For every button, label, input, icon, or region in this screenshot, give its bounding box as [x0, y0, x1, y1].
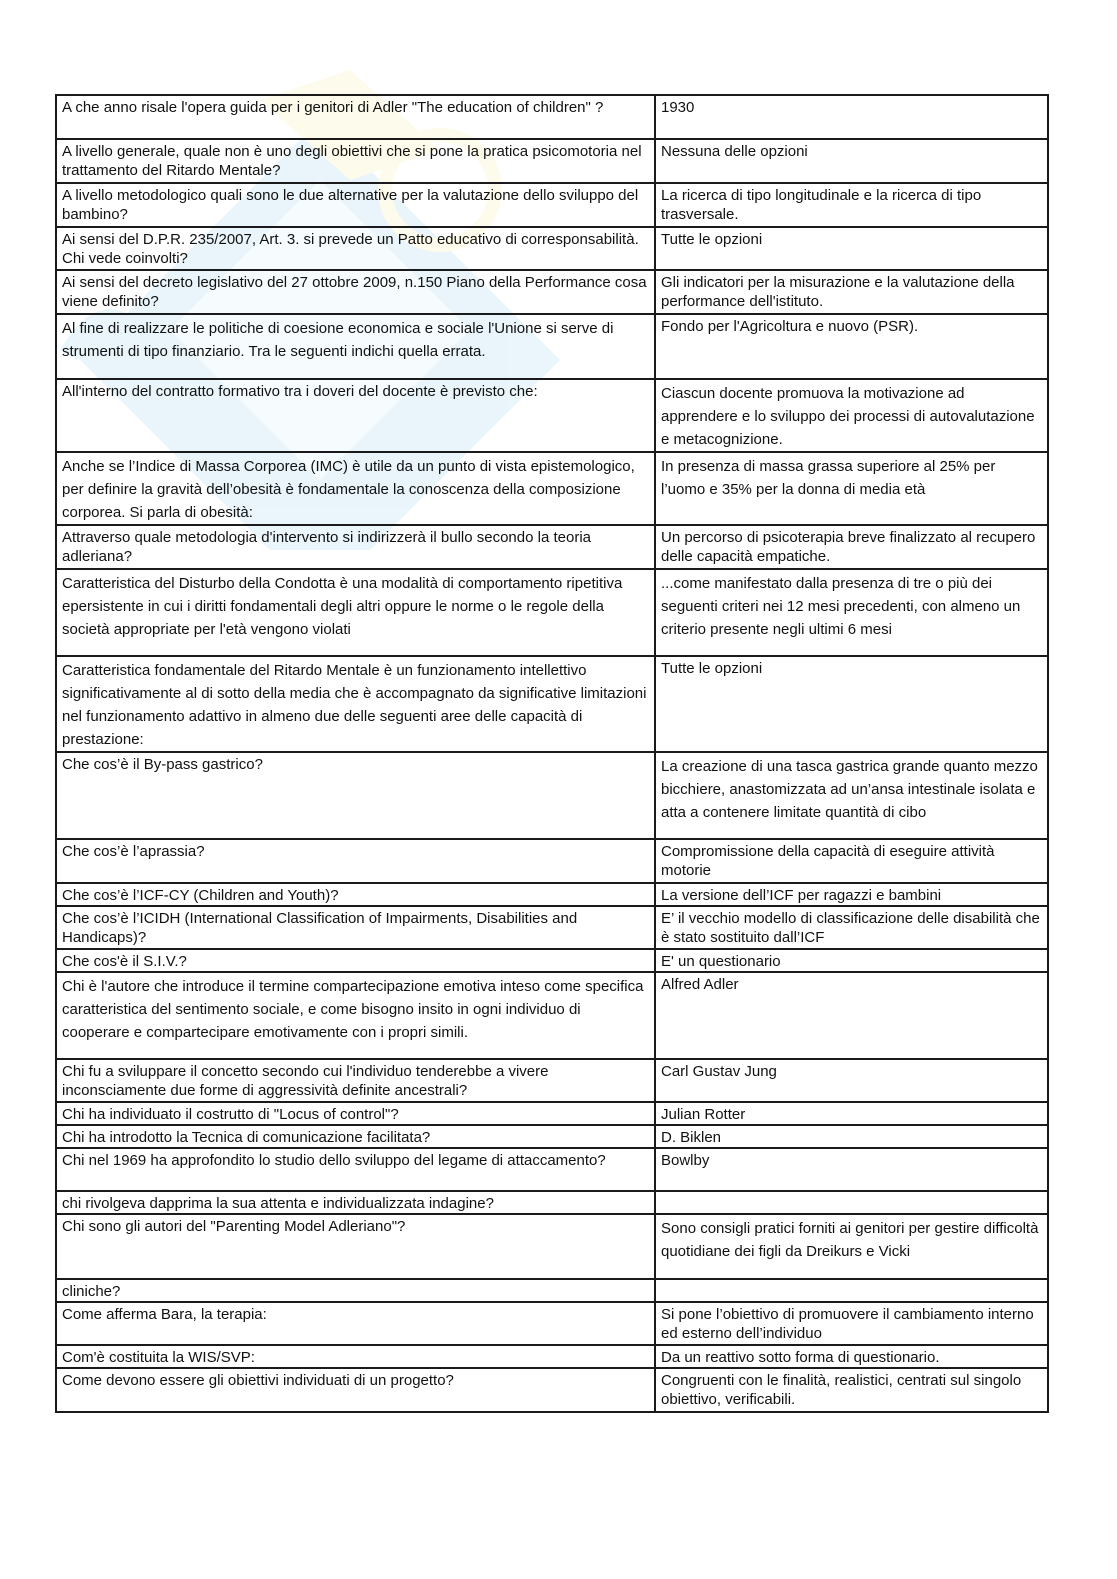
qa-table [55, 94, 1049, 1413]
table-row [56, 569, 1048, 656]
question-cell: Ai sensi del D.P.R. 235/2007, Art. 3. si prevede un Patto educativo di corresponsabilità. Chi vede coinvolti? [56, 227, 655, 270]
answer-cell: Congruenti con le finalità, realistici, centrati sul singolo obiettivo, verificabili. [655, 1368, 1048, 1412]
answer-cell: Compromissione della capacità di eseguire attività motorie [655, 839, 1048, 883]
question-cell: A livello metodologico quali sono le due alternative per la valutazione dello sviluppo del bambino? [56, 183, 655, 227]
answer-cell: Da un reattivo sotto forma di questionario. [655, 1345, 1048, 1368]
answer-cell: La ricerca di tipo longitudinale e la ricerca di tipo trasversale. [655, 183, 1048, 227]
table-row [56, 183, 1048, 227]
question-cell: Che cos’è il By-pass gastrico? [56, 752, 655, 839]
question-cell: Com'è costituita la WIS/SVP: [56, 1345, 655, 1368]
question-cell: Come devono essere gli obiettivi individuati di un progetto? [56, 1368, 655, 1412]
question-cell: Caratteristica fondamentale del Ritardo Mentale è un funzionamento intellettivo significativamente al di sotto della media che è accompagnato da significative limitazioni nel funzionamento adattivo in almeno due delle seguenti aree delle capacità di prestazione: [56, 656, 655, 752]
answer-cell [655, 1279, 1048, 1302]
question-cell: Chi ha introdotto la Tecnica di comunicazione facilitata? [56, 1125, 655, 1148]
question-cell: A livello generale, quale non è uno degli obiettivi che si pone la pratica psicomotoria nel trattamento del Ritardo Mentale? [56, 139, 655, 183]
answer-cell: Alfred Adler [655, 972, 1048, 1059]
question-cell: A che anno risale l'opera guida per i genitori di Adler "The education of children" ? [56, 95, 655, 139]
table-row [56, 1279, 1048, 1302]
question-cell: Che cos’è l’ICF-CY (Children and Youth)? [56, 883, 655, 906]
table-row [56, 1368, 1048, 1412]
answer-cell: D. Biklen [655, 1125, 1048, 1148]
answer-cell: ...come manifestato dalla presenza di tre o più dei seguenti criteri nei 12 mesi precedenti, con almeno un criterio presente negli ultimi 6 mesi [655, 569, 1048, 656]
table-row [56, 1191, 1048, 1214]
table-row [56, 1148, 1048, 1191]
table-row [56, 1302, 1048, 1345]
table-row [56, 270, 1048, 314]
answer-cell: Tutte le opzioni [655, 656, 1048, 752]
question-cell: Chi ha individuato il costrutto di "Locus of control"? [56, 1102, 655, 1125]
answer-cell: E' un questionario [655, 949, 1048, 972]
answer-cell: In presenza di massa grassa superiore al 25% per l’uomo e 35% per la donna di media età [655, 452, 1048, 525]
question-cell: Al fine di realizzare le politiche di coesione economica e sociale l'Unione si serve di strumenti di tipo finanziario. Tra le seguenti indichi quella errata. [56, 314, 655, 379]
table-row [56, 525, 1048, 569]
question-cell: Chi fu a sviluppare il concetto secondo cui l'individuo tenderebbe a vivere inconsciamente due forme di aggressività definite ancestrali? [56, 1059, 655, 1102]
question-cell: Chi è l'autore che introduce il termine compartecipazione emotiva inteso come specifica caratteristica del sentimento sociale, e come bisogno insito in ogni individuo di cooperare e compartecipare emotivamente con i propri simili. [56, 972, 655, 1059]
question-cell: Chi nel 1969 ha approfondito lo studio dello sviluppo del legame di attaccamento? [56, 1148, 655, 1191]
table-row [56, 1059, 1048, 1102]
table-row [56, 1125, 1048, 1148]
question-cell: Attraverso quale metodologia d'intervento si indirizzerà il bullo secondo la teoria adleriana? [56, 525, 655, 569]
table-row [56, 227, 1048, 270]
table-row [56, 379, 1048, 452]
answer-cell: E’ il vecchio modello di classificazione delle disabilità che è stato sostituito dall’ICF [655, 906, 1048, 949]
answer-cell: Julian Rotter [655, 1102, 1048, 1125]
table-row [56, 752, 1048, 839]
table-row [56, 906, 1048, 949]
question-cell: Che cos’è l’aprassia? [56, 839, 655, 883]
answer-cell: Nessuna delle opzioni [655, 139, 1048, 183]
table-row [56, 972, 1048, 1059]
table-row [56, 95, 1048, 139]
table-row [56, 1214, 1048, 1279]
question-cell: Anche se l’Indice di Massa Corporea (IMC) è utile da un punto di vista epistemologico, per definire la gravità dell’obesità è fondamentale la conoscenza della composizione corporea. Si parla di obesità: [56, 452, 655, 525]
answer-cell [655, 1191, 1048, 1214]
answer-cell: Gli indicatori per la misurazione e la valutazione della performance dell'istituto. [655, 270, 1048, 314]
answer-cell: Sono consigli pratici forniti ai genitori per gestire difficoltà quotidiane dei figli da Dreikurs e Vicki [655, 1214, 1048, 1279]
answer-cell: La versione dell’ICF per ragazzi e bambini [655, 883, 1048, 906]
table-row [56, 1102, 1048, 1125]
question-cell: Che cos'è il S.I.V.? [56, 949, 655, 972]
question-cell: Che cos’è l’ICIDH (International Classification of Impairments, Disabilities and Handicaps)? [56, 906, 655, 949]
question-cell: Caratteristica del Disturbo della Condotta è una modalità di comportamento ripetitiva epersistente in cui i diritti fondamentali degli altri oppure le norme o le regole della società appropriate per l'età vengono violati [56, 569, 655, 656]
question-cell: Ai sensi del decreto legislativo del 27 ottobre 2009, n.150 Piano della Performance cosa viene definito? [56, 270, 655, 314]
question-cell: cliniche? [56, 1279, 655, 1302]
answer-cell: Bowlby [655, 1148, 1048, 1191]
table-row [56, 314, 1048, 379]
answer-cell: La creazione di una tasca gastrica grande quanto mezzo bicchiere, anastomizzata ad un’ansa intestinale isolata e atta a contenere limitate quantità di cibo [655, 752, 1048, 839]
table-row [56, 1345, 1048, 1368]
question-cell: All'interno del contratto formativo tra i doveri del docente è previsto che: [56, 379, 655, 452]
table-row [56, 452, 1048, 525]
answer-cell: Un percorso di psicoterapia breve finalizzato al recupero delle capacità empatiche. [655, 525, 1048, 569]
answer-cell: Fondo per l'Agricoltura e nuovo (PSR). [655, 314, 1048, 379]
answer-cell: Ciascun docente promuova la motivazione ad apprendere e lo sviluppo dei processi di autovalutazione e metacognizione. [655, 379, 1048, 452]
answer-cell: Tutte le opzioni [655, 227, 1048, 270]
answer-cell: Carl Gustav Jung [655, 1059, 1048, 1102]
table-row [56, 656, 1048, 752]
question-cell: Come afferma Bara, la terapia: [56, 1302, 655, 1345]
answer-cell: Si pone l’obiettivo di promuovere il cambiamento interno ed esterno dell’individuo [655, 1302, 1048, 1345]
question-cell: chi rivolgeva dapprima la sua attenta e individualizzata indagine? [56, 1191, 655, 1214]
answer-cell: 1930 [655, 95, 1048, 139]
table-row [56, 839, 1048, 883]
question-cell: Chi sono gli autori del "Parenting Model Adleriano"? [56, 1214, 655, 1279]
table-row [56, 949, 1048, 972]
table-row [56, 883, 1048, 906]
table-row [56, 139, 1048, 183]
